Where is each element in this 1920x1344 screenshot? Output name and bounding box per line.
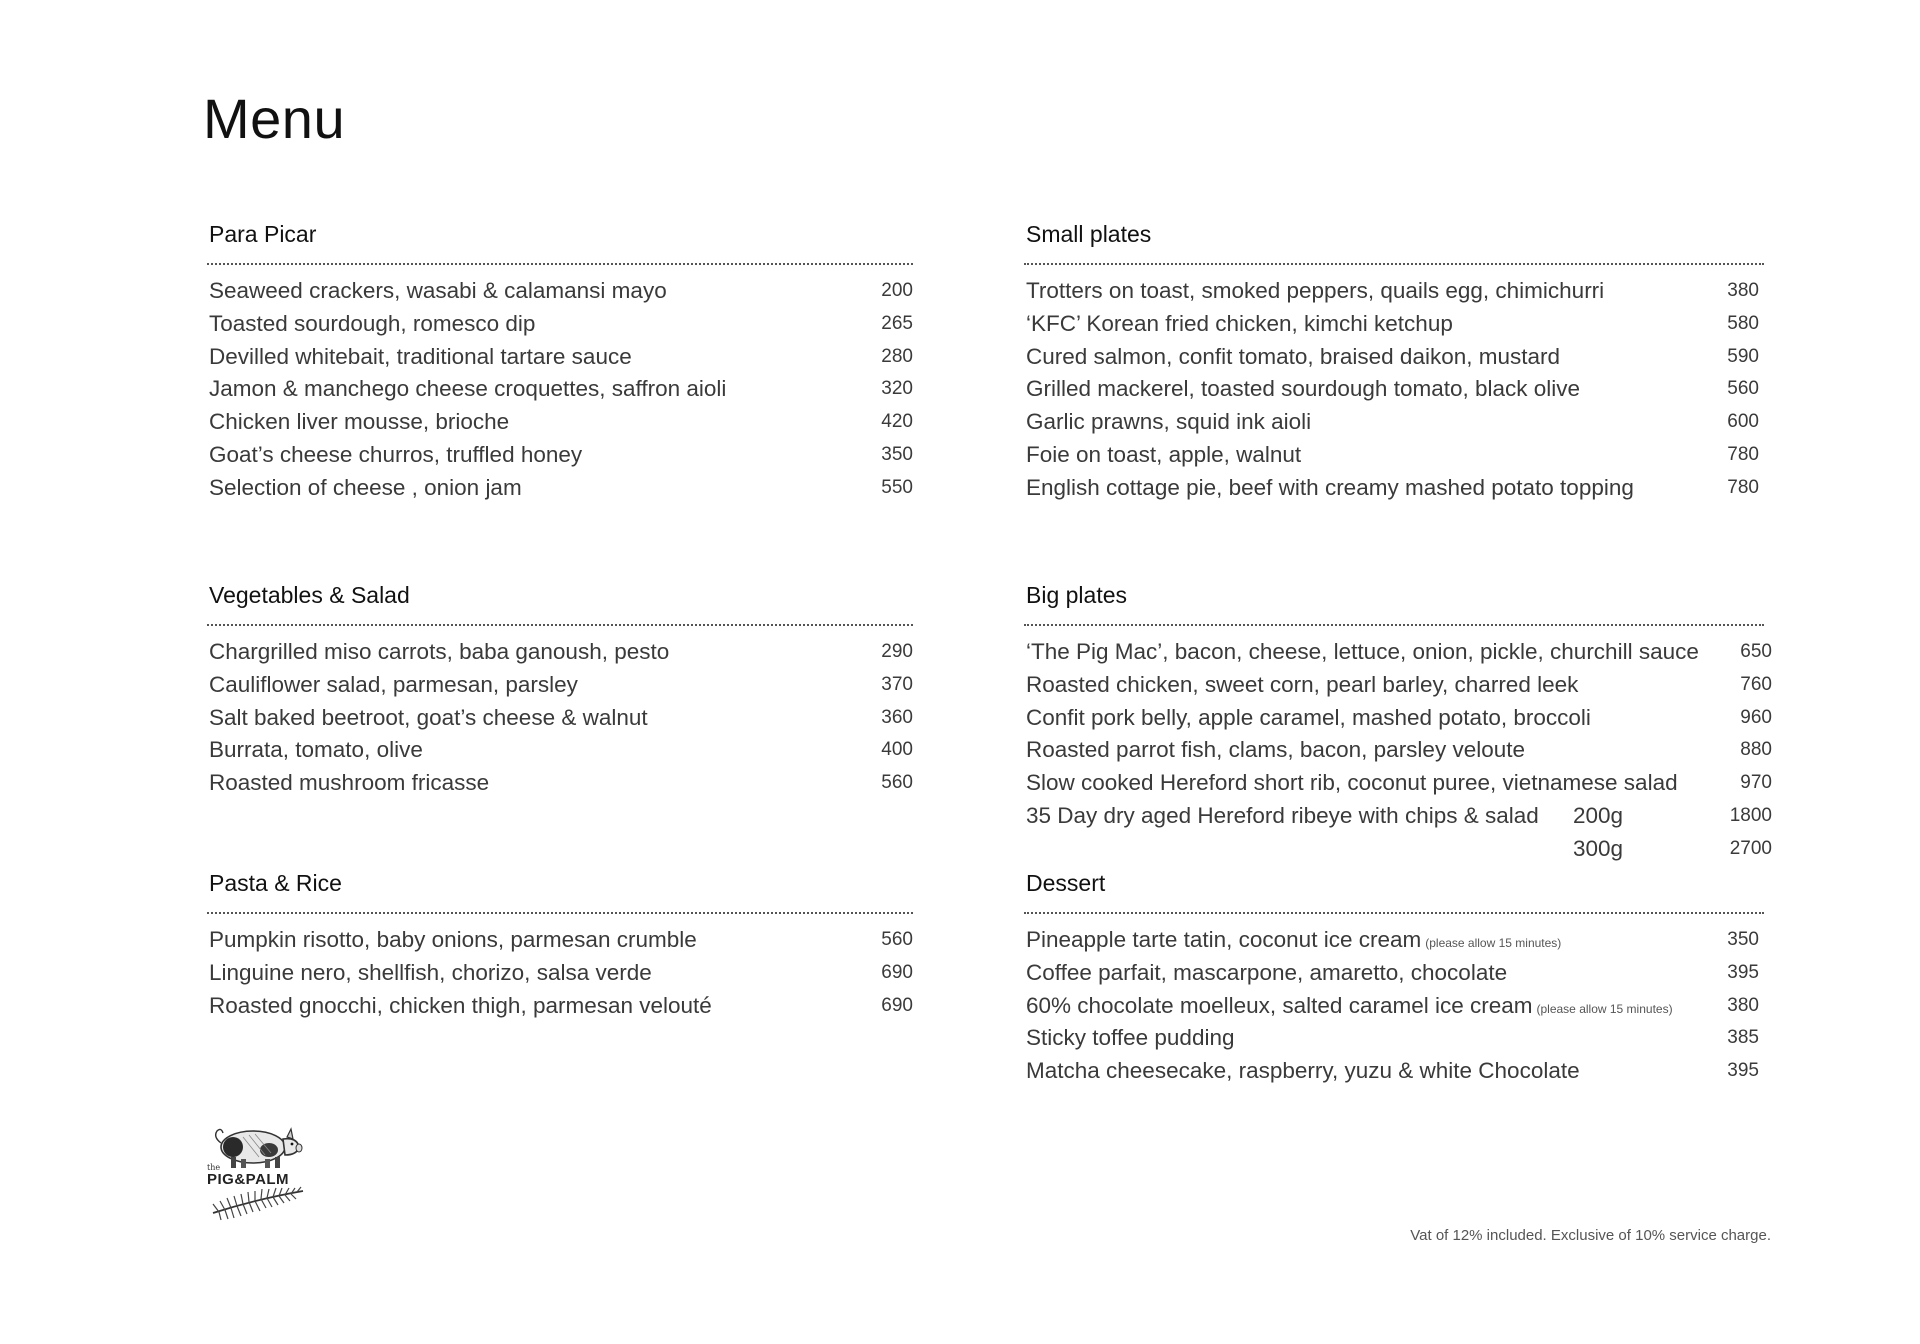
menu-item-name xyxy=(1026,373,1580,406)
menu-item xyxy=(1020,702,1772,735)
menu-item xyxy=(1020,669,1772,702)
menu-item xyxy=(1020,472,1764,505)
menu-item-name-text: Linguine nero, shellfish, chorizo, salsa verde xyxy=(209,959,652,985)
menu-item-name xyxy=(1026,472,1634,505)
menu-item xyxy=(1020,275,1764,308)
menu-item-price: 970 xyxy=(1740,772,1772,794)
menu-item-price: 690 xyxy=(881,994,913,1016)
menu-item-price: 780 xyxy=(1727,476,1759,498)
menu-item xyxy=(1020,957,1764,990)
menu-item-name-text: Seaweed crackers, wasabi & calamansi mayo xyxy=(209,278,667,303)
menu-item-name-text: Roasted mushroom fricasse xyxy=(209,770,490,796)
menu-item-list xyxy=(1020,636,1772,866)
menu-item-price: 650 xyxy=(1740,641,1772,662)
menu-item-name xyxy=(209,472,522,505)
menu-item-price: 360 xyxy=(881,706,913,728)
menu-item-name xyxy=(1026,702,1591,735)
tax-service-note: Vat of 12% included. Exclusive of 10% service charge. xyxy=(1410,1227,1771,1244)
dotted-divider xyxy=(207,263,913,265)
menu-item-name xyxy=(209,439,582,472)
menu-item-name-text: Toasted sourdough, romesco dip xyxy=(209,310,536,336)
menu-item xyxy=(203,308,913,341)
menu-item xyxy=(1020,833,1772,866)
section-small-plates xyxy=(1020,217,1764,505)
menu-item xyxy=(203,957,913,990)
menu-item xyxy=(1020,341,1764,374)
menu-item-price: 350 xyxy=(881,443,913,465)
pig-and-palm-logo xyxy=(207,1117,307,1229)
menu-item-name xyxy=(209,373,726,406)
menu-item-name xyxy=(209,308,535,341)
menu-item-name-text: Chargrilled miso carrots, baba ganoush, pesto xyxy=(209,639,670,664)
menu-item-name xyxy=(209,990,712,1023)
menu-item-name-text: Goat’s cheese churros, truffled honey xyxy=(209,441,583,467)
menu-item xyxy=(1020,1022,1764,1055)
menu-item xyxy=(1020,406,1764,439)
menu-item-name xyxy=(1026,308,1453,341)
menu-item-name xyxy=(1026,800,1539,833)
menu-item xyxy=(1020,308,1764,341)
logo-text-small: the xyxy=(207,1163,221,1172)
menu-item-name-text: ‘KFC’ Korean fried chicken, kimchi ketchup xyxy=(1026,310,1453,336)
menu-item xyxy=(1020,800,1772,833)
menu-item-name-text: 35 Day dry aged Hereford ribeye with chips & salad xyxy=(1026,802,1539,828)
menu-item-name xyxy=(209,341,632,374)
menu-item-price: 560 xyxy=(881,772,913,794)
menu-item-name-text: Pineapple tarte tatin, coconut ice cream xyxy=(1026,927,1422,952)
menu-item-name xyxy=(209,957,652,990)
menu-item xyxy=(1020,439,1764,472)
section-heading: Pasta & Rice xyxy=(209,870,342,896)
menu-item-name xyxy=(209,636,669,669)
menu-item-name xyxy=(209,767,489,800)
menu-item-name-text: Cured salmon, confit tomato, braised daikon, mustard xyxy=(1026,343,1561,369)
dotted-divider xyxy=(207,912,913,914)
page-title: Menu xyxy=(203,87,346,150)
menu-item xyxy=(1020,636,1772,669)
menu-item-price: 265 xyxy=(881,312,913,334)
menu-item-price: 580 xyxy=(1727,312,1759,334)
menu-item-price: 560 xyxy=(1727,378,1759,400)
menu-item xyxy=(203,373,913,406)
section-pasta-rice xyxy=(203,866,913,1022)
menu-item xyxy=(203,472,913,505)
section-heading: Para Picar xyxy=(209,221,317,247)
menu-item xyxy=(1020,767,1772,800)
menu-item-name xyxy=(1026,439,1301,472)
menu-item-list xyxy=(1020,275,1764,505)
menu-item xyxy=(203,669,913,702)
menu-item-name-text: Confit pork belly, apple caramel, mashed potato, broccoli xyxy=(1026,704,1591,730)
menu-item-name xyxy=(1026,341,1560,374)
menu-item xyxy=(1020,990,1764,1023)
menu-item-name xyxy=(1026,1055,1580,1088)
menu-item-name-text: Slow cooked Hereford short rib, coconut puree, vietnamese salad xyxy=(1026,770,1678,796)
menu-item xyxy=(1020,373,1764,406)
menu-item-price: 780 xyxy=(1727,443,1759,465)
dotted-divider xyxy=(1024,263,1764,265)
logo-text-main: PIG&PALM xyxy=(207,1171,290,1188)
menu-item xyxy=(1020,734,1772,767)
menu-item-name-text: Foie on toast, apple, walnut xyxy=(1026,441,1302,467)
menu-item xyxy=(203,275,913,308)
menu-item-name-text: Trotters on toast, smoked peppers, quails egg, chimichurri xyxy=(1026,278,1605,303)
dotted-divider xyxy=(207,624,913,626)
menu-item-name xyxy=(209,669,578,702)
section-vegetables-salad xyxy=(203,578,913,800)
menu-item-list xyxy=(203,636,913,800)
menu-item-name xyxy=(209,734,423,767)
menu-item-price: 880 xyxy=(1740,739,1772,761)
menu-item-name-text: Burrata, tomato, olive xyxy=(209,737,423,763)
menu-item-name-text: 60% chocolate moelleux, salted caramel ice cream xyxy=(1026,992,1533,1018)
menu-item-name-text: Matcha cheesecake, raspberry, yuzu & white Chocolate xyxy=(1026,1058,1580,1084)
menu-item-list xyxy=(1020,924,1764,1088)
menu-item-price: 400 xyxy=(881,739,913,761)
menu-item xyxy=(203,406,913,439)
menu-item-name xyxy=(1026,990,1673,1026)
menu-item-name xyxy=(1026,669,1578,702)
menu-item-name xyxy=(209,275,667,308)
menu-item-price: 590 xyxy=(1727,345,1759,367)
menu-item-name-text: Roasted parrot fish, clams, bacon, parsley veloute xyxy=(1026,737,1525,763)
menu-item xyxy=(203,990,913,1023)
menu-item-portion: 200g xyxy=(1573,802,1624,828)
menu-item xyxy=(203,636,913,669)
menu-item-price: 350 xyxy=(1727,929,1759,950)
menu-item-name-text: Coffee parfait, mascarpone, amaretto, chocolate xyxy=(1026,959,1508,985)
menu-item-price: 560 xyxy=(881,929,913,950)
menu-item-price: 420 xyxy=(881,411,913,433)
menu-item-price: 385 xyxy=(1727,1027,1759,1049)
menu-item-name-text: Sticky toffee pudding xyxy=(1026,1025,1235,1051)
menu-item-price: 960 xyxy=(1740,706,1772,728)
menu-item-price: 200 xyxy=(881,280,913,301)
section-big-plates xyxy=(1020,578,1772,866)
section-heading: Dessert xyxy=(1026,870,1106,896)
menu-item-name-text: Roasted gnocchi, chicken thigh, parmesan velouté xyxy=(209,992,712,1018)
menu-item-list xyxy=(203,924,913,1022)
menu-item-name xyxy=(1026,924,1561,960)
menu-item-name-text: Cauliflower salad, parmesan, parsley xyxy=(209,671,578,697)
section-heading: Vegetables & Salad xyxy=(209,582,410,608)
menu-item-name-text: Grilled mackerel, toasted sourdough tomato, black olive xyxy=(1026,376,1581,402)
menu-item-price: 600 xyxy=(1727,411,1759,433)
menu-item xyxy=(203,439,913,472)
menu-item-price: 280 xyxy=(881,345,913,367)
menu-item-name xyxy=(209,702,648,735)
menu-item xyxy=(203,734,913,767)
section-heading: Big plates xyxy=(1026,582,1128,608)
menu-item-price: 395 xyxy=(1727,961,1759,983)
menu-item-name xyxy=(209,924,697,957)
dotted-divider xyxy=(1024,624,1764,626)
menu-item-name xyxy=(1026,767,1678,800)
menu-item-price: 380 xyxy=(1727,280,1759,301)
menu-item xyxy=(203,924,913,957)
menu-item-name-text: ‘The Pig Mac’, bacon, cheese, lettuce, onion, pickle, churchill sauce xyxy=(1026,639,1699,664)
menu-item-price: 2700 xyxy=(1729,837,1772,859)
menu-item-price: 290 xyxy=(881,641,913,662)
menu-item-name-text: Garlic prawns, squid ink aioli xyxy=(1026,409,1312,435)
menu-item-price: 370 xyxy=(881,673,913,695)
section-dessert xyxy=(1020,866,1764,1088)
menu-item-name-text: Pumpkin risotto, baby onions, parmesan crumble xyxy=(209,927,697,952)
menu-item-note: (please allow 15 minutes) xyxy=(1536,1001,1673,1016)
menu-item-name xyxy=(1026,957,1507,990)
menu-item-price: 320 xyxy=(881,378,913,400)
menu-item-name xyxy=(1026,734,1525,767)
menu-item-name xyxy=(209,406,509,439)
dotted-divider xyxy=(1024,912,1764,914)
menu-item-name-text: Salt baked beetroot, goat’s cheese & walnut xyxy=(209,704,648,730)
menu-item-price: 550 xyxy=(881,476,913,498)
menu-item-portion: 300g xyxy=(1573,835,1624,861)
menu-item-price: 395 xyxy=(1727,1060,1759,1082)
menu-item-price: 380 xyxy=(1727,994,1759,1016)
menu-item xyxy=(203,341,913,374)
menu-item xyxy=(1020,924,1764,957)
menu-item xyxy=(203,767,913,800)
menu-item-name xyxy=(1026,406,1311,439)
menu-item-name xyxy=(1026,636,1699,669)
menu-item-name-text: Chicken liver mousse, brioche xyxy=(209,409,510,435)
menu-item-name-text: Devilled whitebait, traditional tartare sauce xyxy=(209,343,632,369)
menu-item-price: 760 xyxy=(1740,673,1772,695)
menu-item-name-text: English cottage pie, beef with creamy mashed potato topping xyxy=(1026,474,1634,500)
menu-item xyxy=(1020,1055,1764,1088)
section-para-picar xyxy=(203,217,913,505)
menu-item-list xyxy=(203,275,913,505)
section-heading: Small plates xyxy=(1026,221,1152,247)
menu-item-price: 690 xyxy=(881,961,913,983)
menu-item-price: 1800 xyxy=(1729,804,1772,826)
menu-item xyxy=(203,702,913,735)
menu-item-name-text: Jamon & manchego cheese croquettes, saffron aioli xyxy=(209,376,727,402)
menu-item-name xyxy=(1026,275,1604,308)
menu-item-name xyxy=(1026,1022,1234,1055)
menu-item-name-text: Selection of cheese , onion jam xyxy=(209,474,522,500)
menu-item-note: (please allow 15 minutes) xyxy=(1425,936,1562,950)
menu-item-name-text: Roasted chicken, sweet corn, pearl barley, charred leek xyxy=(1026,671,1579,697)
palm-leaf-icon xyxy=(213,1187,303,1220)
